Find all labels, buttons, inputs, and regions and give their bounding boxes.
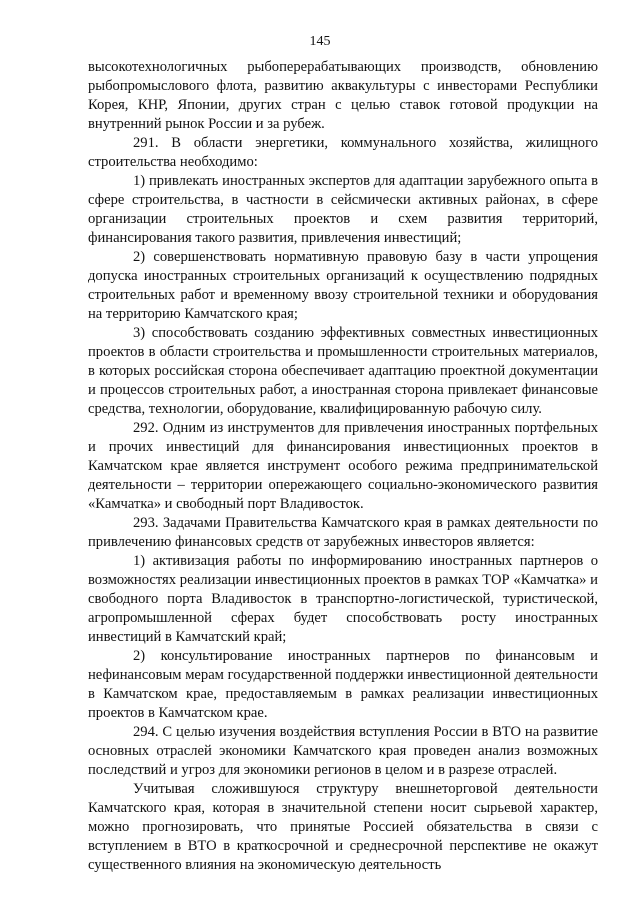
paragraph-293-item-1: 1) активизация работы по информированию иностранных партнеров о возможностях реализации инвестиционных проектов в рамках ТОР «Камчатка» и свободного порта Владивосток в транспортно-логистической, туристической, агропромышленной сферах будет способствовать росту иностранных инвестиций в Камчатский край; <box>88 553 598 645</box>
paragraph-291: 291. В области энергетики, коммунального хозяйства, жилищного строительства необходимо: <box>88 135 598 170</box>
paragraph-291-item-2: 2) совершенствовать нормативную правовую базу в части упрощения допуска иностранных строительных организаций к осуществлению подрядных строительных работ и временному ввозу строительной техники и оборудования на территорию Камчатского края; <box>88 249 598 322</box>
page-body <box>88 58 598 875</box>
paragraph-292: 292. Одним из инструментов для привлечения иностранных портфельных и прочих инвестиций для финансирования инвестиционных проектов в Камчатском крае является инструмент особого режима предпринимательской деятельности – территории опережающего социально-экономического развития «Камчатка» и свободный порт Владивосток. <box>88 420 598 512</box>
paragraph-293: 293. Задачами Правительства Камчатского края в рамках деятельности по привлечению финансовых средств от зарубежных инвесторов является: <box>88 515 598 550</box>
paragraph-continuation: высокотехнологичных рыбоперерабатывающих производств, обновлению рыбопромыслового флота, развитию аквакультуры с инвесторами Республики Корея, КНР, Японии, других стран с целью ставок готовой продукции на внутренний рынок России и за рубеж. <box>88 59 598 132</box>
paragraph-conclusion: Учитывая сложившуюся структуру внешнеторговой деятельности Камчатского края, которая в значительной степени носит сырьевой характер, можно прогнозировать, что принятые Россией обязательства в связи с вступлением в ВТО в краткосрочной и среднесрочной перспективе не окажут существенного влияния на экономическую деятельность <box>88 781 598 873</box>
paragraph-294: 294. С целью изучения воздействия вступления России в ВТО на развитие основных отраслей экономики Камчатского края проведен анализ возможных последствий и угроз для экономики регионов в целом и в разрезе отраслей. <box>88 724 598 778</box>
paragraph-291-item-1: 1) привлекать иностранных экспертов для адаптации зарубежного опыта в сфере строительства, в частности в сейсмически активных районах, в сфере организации строительных проектов и схем развития территорий, финансирования такого развития, привлечения инвестиций; <box>88 173 598 246</box>
paragraph-291-item-3: 3) способствовать созданию эффективных совместных инвестиционных проектов в области строительства и промышленности строительных материалов, в которых российская сторона обеспечивает адаптацию проектной документации и процессов строительных работ, а иностранная сторона привлекает финансовые средства, технологии, оборудование, квалифицированную рабочую силу. <box>88 325 598 417</box>
page-number: 145 <box>309 34 331 49</box>
paragraph-293-item-2: 2) консультирование иностранных партнеров по финансовым и нефинансовым мерам государственной поддержки инвестиционной деятельности в Камчатском крае, предоставляемым в рамках реализации инвестиционных проектов в Камчатском крае. <box>88 648 598 721</box>
